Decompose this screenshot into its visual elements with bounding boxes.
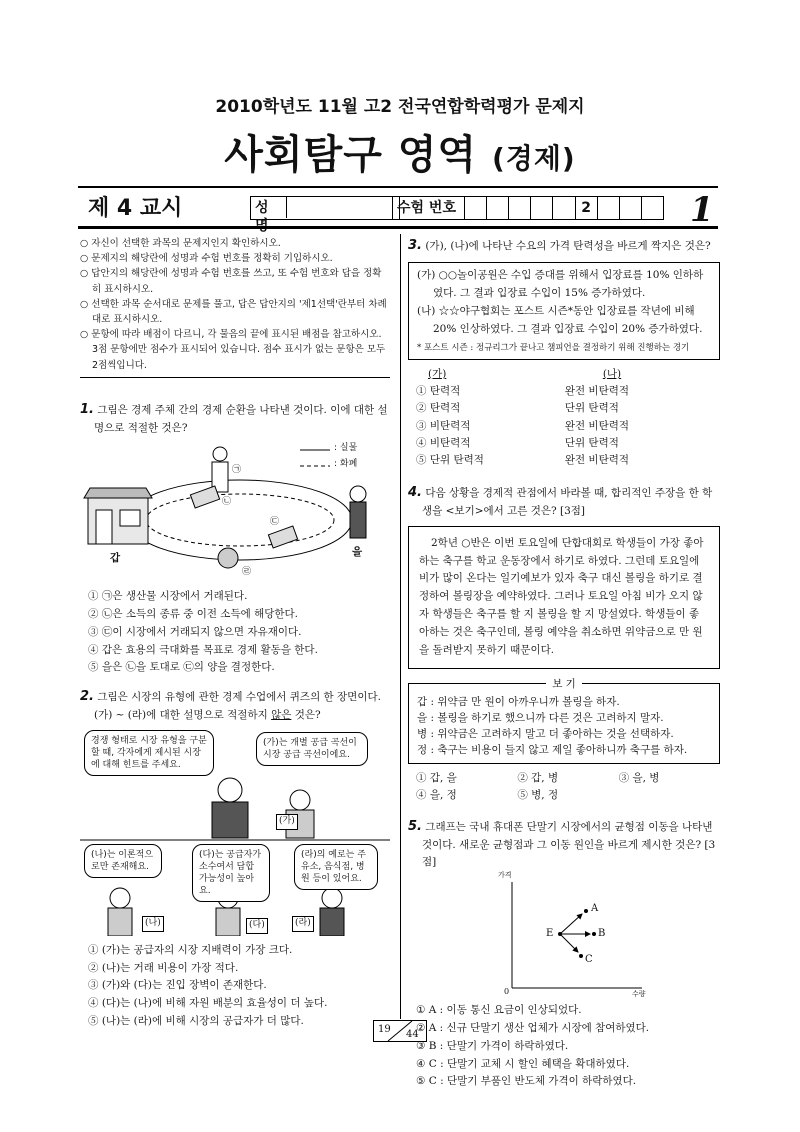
instructions: [80, 236, 390, 378]
exam-number-cell: [531, 197, 553, 219]
answer-option[interactable]: ⑤ 병, 정: [517, 789, 559, 802]
instruction-item: ○ 문제지의 해당란에 성명과 수험 번호를 정확히 기입하시오.: [80, 253, 333, 265]
scenario-text: 2학년 ○반은 이번 토요일에 단합대회로 학생들이 가장 좋아하는 축구를 학교 운동장에서 하기로 하였다. 그런데 토요일에 비가 많이 온다는 일기예보가 있자 축구 대신 볼링을 하기로 결정하여 볼링장을 예약하였다. 그러나 토요일 아침 비가 오지 않자 학생들은 축구를 할 지 볼링을 할 지 망설였다. 학생들이 좋아하는 것은 축구인데, 볼링 예약을 취소하면 위약금으로 만 원을 돌려받지 못하기 때문이다.: [419, 536, 704, 656]
scenario-box: [408, 526, 720, 669]
column-divider: [400, 234, 401, 1019]
question-number: 1.: [80, 401, 94, 417]
page-number: 1: [690, 190, 714, 230]
point-c: C: [585, 954, 593, 965]
question-text: 것은?: [291, 709, 321, 722]
answer-option[interactable]: ② (나)는 거래 비용이 가장 적다.: [88, 961, 239, 974]
point-b: B: [598, 928, 606, 939]
left-column: [80, 236, 390, 1039]
answer-option[interactable]: ⑤ (나)는 (라)에 비해 시장의 공급자가 더 많다.: [88, 1015, 304, 1028]
question-text: 그림은 경제 주체 간의 경제 순환을 나타낸 것이다. 이에 대한 설명으로 적절한 것은?: [94, 403, 388, 434]
answer-option[interactable]: ① ㉠은 생산물 시장에서 거래된다.: [88, 590, 248, 603]
answer-option[interactable]: ④ 갑은 효용의 극대화를 목표로 경제 활동을 한다.: [88, 643, 318, 656]
answer-option[interactable]: ④ (다)는 (나)에 비해 자원 배분의 효율성이 더 높다.: [88, 997, 328, 1010]
exam-number-cell: [553, 197, 575, 219]
label-c: ㉢: [270, 517, 280, 528]
label-gap: 갑: [110, 552, 121, 565]
subject-title: [0, 124, 800, 186]
answer-options: [416, 770, 720, 806]
point-a: A: [591, 903, 599, 914]
question-5: [408, 817, 720, 1091]
legend-money: : 화폐: [334, 459, 358, 470]
tag-ra: (라): [292, 916, 314, 932]
answer-option[interactable]: ③ ㉢이 시장에서 거래되지 않으면 자유재이다.: [88, 625, 302, 638]
bogi-item: 정 : 축구는 비용이 들지 않고 제일 좋아하니까 축구를 하자.: [417, 744, 688, 757]
header-rule-top: [78, 186, 718, 188]
exam-number-cell: [598, 197, 620, 219]
answer-row[interactable]: ② 탄력적 단위 탄력적: [416, 402, 619, 415]
point-e: E: [546, 928, 554, 939]
answer-option[interactable]: ② 갑, 병: [517, 771, 559, 784]
bubble-na: (나)는 이론적으로만 존재해요.: [84, 844, 162, 878]
answer-option[interactable]: ① (가)는 공급자의 시장 지배력이 가장 크다.: [88, 943, 293, 956]
answer-option[interactable]: ⑤ 을은 ㉡을 토대로 ㉢의 양을 결정한다.: [88, 661, 275, 674]
subject-main: 사회탐구 영역: [224, 132, 478, 178]
graph-origin: 0: [504, 987, 510, 996]
exam-title: 2010학년도 11월 고2 전국연합학력평가 문제지: [215, 97, 585, 117]
exam-number-cell: [642, 197, 663, 219]
answer-option[interactable]: ④ 을, 정: [416, 789, 457, 802]
equilibrium-graph-svg: [498, 876, 648, 996]
circular-flow-figure: [80, 442, 390, 582]
question-4: [408, 483, 720, 805]
answer-options: [88, 588, 390, 677]
question-text-underlined: 않은: [271, 709, 292, 722]
answer-row[interactable]: ③ 비탄력적 완전 비탄력적: [416, 419, 630, 432]
answer-option[interactable]: ③ 을, 병: [618, 771, 660, 784]
right-column: [408, 236, 720, 1099]
question-number: 5.: [408, 819, 422, 835]
answer-option[interactable]: ③ B : 단말기 가격이 하락하였다.: [416, 1039, 569, 1052]
col-ga-header: (가): [428, 367, 447, 380]
question-number: 2.: [80, 689, 94, 705]
answer-option[interactable]: ① A : 이동 통신 요금이 인상되었다.: [416, 1004, 582, 1016]
box-na: (나) ☆☆야구협회는 포스트 시즌*동안 입장료를 작년에 비해 20% 인상하였다. 그 결과 입장료 수입이 20% 증가하였다.: [417, 304, 703, 335]
answer-options: [88, 942, 390, 1031]
answer-row[interactable]: ④ 비탄력적 단위 탄력적: [416, 436, 619, 449]
bubble-ra: (라)의 예로는 주유소, 음식점, 병원 등이 있어요.: [294, 844, 378, 890]
answer-option[interactable]: ⑤ C : 단말기 부품인 반도체 가격이 하락하였다.: [416, 1075, 637, 1088]
answer-row[interactable]: ⑤ 단위 탄력적 완전 비탄력적: [416, 454, 630, 467]
footer-page-counter: [373, 1020, 427, 1042]
question-3-box: [408, 262, 720, 360]
answer-table: [414, 366, 704, 469]
graph-xlabel: 수량: [632, 990, 646, 998]
answer-option[interactable]: ② A : 신규 단말기 생산 업체가 시장에 참여하였다.: [416, 1021, 650, 1034]
label-a: ㉠: [232, 465, 242, 476]
footer-total: 44: [406, 1029, 419, 1040]
label-d: ㉣: [242, 567, 252, 578]
answer-options: [416, 1002, 720, 1091]
exam-number-cell: [487, 197, 509, 219]
answer-option[interactable]: ② ㉡은 소득의 종류 중 이전 소득에 해당한다.: [88, 607, 298, 620]
question-text: 다음 상황을 경제적 관점에서 바라볼 때, 합리적인 주장을 한 학생을 <보기>에서 고른 것은? [3점]: [422, 487, 713, 518]
answer-option[interactable]: ③ (가)와 (다)는 진입 장벽이 존재한다.: [88, 979, 267, 992]
label-eul: 을: [352, 546, 363, 559]
question-text: 그림은 시장의 유형에 관한 경제 수업에서 퀴즈의 한 장면이다. (가) ~ (라)에 대한 설명으로 적절하지: [94, 691, 381, 722]
answer-option[interactable]: ① 갑, 을: [416, 771, 457, 784]
box-footnote: * 포스트 시즌 : 정규리그가 끝나고 챔피언을 결정하기 위해 진행하는 경기: [417, 342, 690, 353]
bogi-title: 보 기: [546, 678, 582, 690]
bogi-item: 갑 : 위약금 만 원이 아까우니까 볼링을 하자.: [417, 695, 620, 708]
bubble-da: (다)는 공급자가 소수여서 담합 가능성이 높아요.: [192, 844, 270, 903]
instruction-item: ○ 문항에 따라 배점이 다르니, 각 물음의 끝에 표시된 배점을 참고하시오. 3점 문항에만 점수가 표시되어 있습니다. 점수 표시가 없는 문항은 모두 2점씩입니다.: [80, 329, 386, 371]
question-number: 4.: [408, 485, 422, 501]
answer-option[interactable]: ④ C : 단말기 교체 시 할인 혜택을 확대하였다.: [416, 1057, 630, 1070]
header-rule-bottom: [78, 226, 718, 229]
name-field: [250, 196, 400, 234]
tag-ga: (가): [276, 814, 298, 830]
footer-current: 19: [378, 1024, 391, 1035]
bubble-ga: (가)는 개별 공급 곡선이 시장 공급 곡선이에요.: [256, 732, 368, 766]
graph-ylabel: 가격: [498, 871, 512, 879]
session-label: 제 4 교시: [88, 196, 183, 221]
question-text: (가), (나)에 나타난 수요의 가격 탄력성을 바르게 짝지은 것은?: [425, 240, 711, 252]
name-label: 성명: [251, 197, 287, 218]
instruction-item: ○ 선택한 과목 순서대로 문제를 풀고, 답은 답안지의 '제1선택'란부터 차례대로 표시하시오.: [80, 298, 387, 325]
question-2: [80, 687, 390, 1031]
question-3: [408, 236, 720, 469]
exam-number-field: [392, 196, 664, 220]
exam-number-cell: [509, 197, 531, 219]
label-b: ㉡: [222, 497, 232, 508]
instruction-item: ○ 자신이 선택한 과목의 문제지인지 확인하시오.: [80, 238, 281, 249]
question-text: 그래프는 국내 휴대폰 단말기 시장에서의 균형점 이동을 나타낸 것이다. 새로운 균형점과 그 이동 원인을 바르게 제시한 것은? [3점]: [422, 821, 716, 868]
equilibrium-graph: [498, 871, 648, 998]
subject-sub: (경제): [492, 142, 576, 175]
exam-number-label: 수험 번호: [393, 197, 465, 219]
legend-real: : 실물: [334, 443, 358, 454]
instruction-item: ○ 답안지의 해당란에 성명과 수험 번호를 쓰고, 또 수험 번호와 답을 정확히 표시하시오.: [80, 268, 382, 295]
box-ga: (가) ○○놀이공원은 수입 증대를 위해서 입장료를 10% 인하하였다. 그 결과 입장료 수입이 15% 증가하였다.: [417, 269, 704, 299]
bogi-box: [408, 677, 720, 764]
tag-da: (다): [246, 918, 268, 934]
col-na-header: (나): [602, 367, 622, 380]
tag-na: (나): [142, 916, 164, 932]
exam-number-cell: [620, 197, 642, 219]
answer-row[interactable]: ① 탄력적 완전 비탄력적: [416, 385, 630, 398]
quiz-figure: [80, 730, 390, 936]
bogi-item: 을 : 볼링을 하기로 했으니까 다른 것은 고려하지 말자.: [417, 711, 664, 724]
bogi-item: 병 : 위약금은 고려하지 말고 더 좋아하는 것을 선택하자.: [417, 728, 674, 741]
question-number: 3.: [408, 238, 422, 253]
exam-number-cell: 2: [576, 197, 598, 219]
question-1: [80, 400, 390, 678]
exam-number-cell: [465, 197, 487, 219]
bubble-teacher: 경쟁 형태로 시장 유형을 구분할 때, 각자에게 제시된 시장에 대해 힌트를 주세요.: [84, 730, 214, 776]
